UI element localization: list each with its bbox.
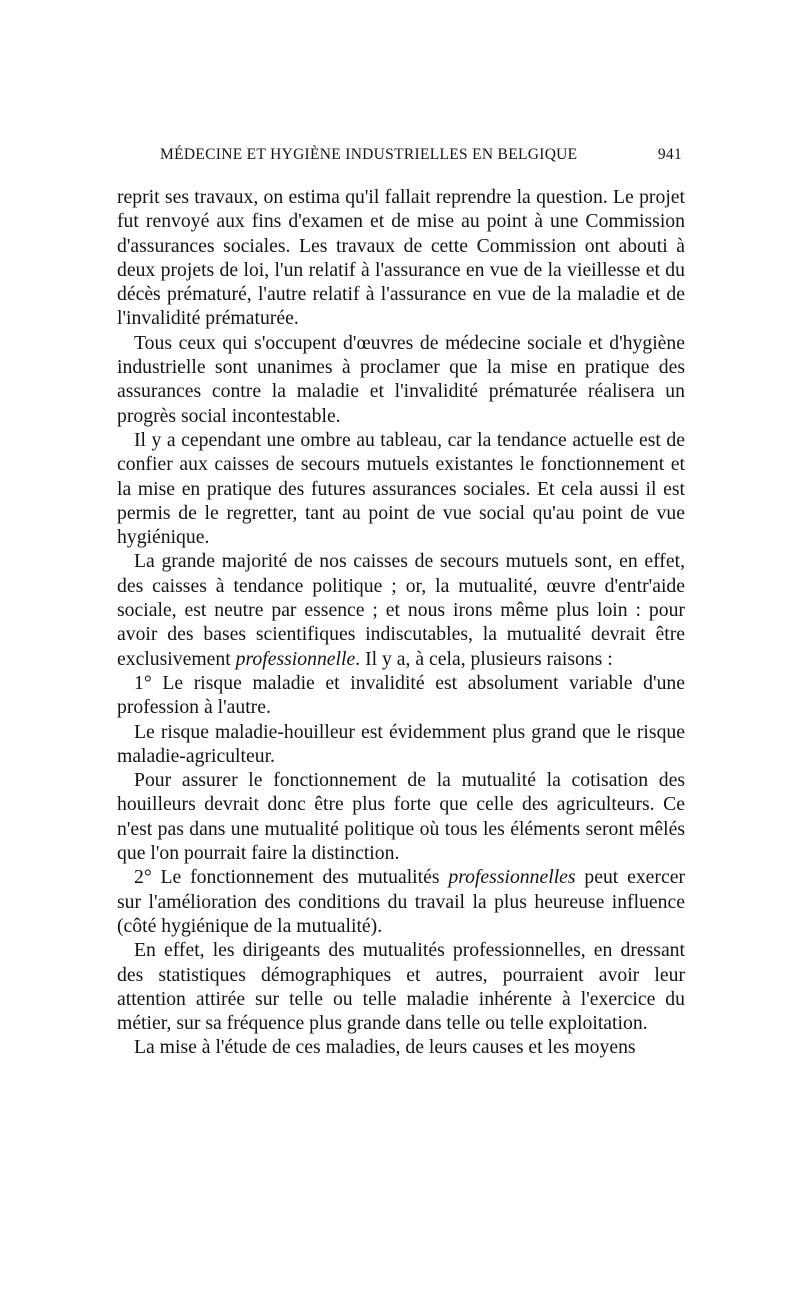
emphasis-professionnelles: professionnelles bbox=[448, 866, 576, 889]
paragraph-majority bbox=[117, 549, 685, 670]
paragraph-text: peut exercer sur l'amélioration des conditions du travail la plus heureuse influence (côté hygiénique de la mutualité). bbox=[117, 866, 685, 937]
paragraph-unanimity: Tous ceux qui s'occupent d'œuvres de médecine sociale et d'hygiène industrielle sont unanimes à proclamer que la mise en pratique des assurances contre la maladie et l'invalidité prématurée réalisera un progrès social incontestable. bbox=[117, 331, 685, 427]
paragraph-text: . Il y a, à cela, plusieurs raisons : bbox=[355, 647, 613, 670]
paragraph-reason-2 bbox=[117, 865, 685, 938]
paragraph-text: 2° Le fonctionnement des mutualités bbox=[134, 866, 449, 889]
running-header bbox=[116, 146, 686, 168]
body-text bbox=[117, 185, 685, 1060]
paragraph-contribution: Pour assurer le fonctionnement de la mutualité la cotisation des houilleurs devrait donc être plus forte que celle des agriculteurs. Ce n'est pas dans une mutualité politique où tous les éléments seront mêlés que l'on pourrait faire la distinction. bbox=[117, 769, 685, 865]
paragraph-reason-1: 1° Le risque maladie et invalidité est absolument variable d'une profession à l'autre. bbox=[117, 671, 685, 719]
paragraph-risk-comparison: Le risque maladie-houilleur est évidemment plus grand que le risque maladie-agriculteur. bbox=[117, 720, 685, 767]
paragraph-study: La mise à l'étude de ces maladies, de leurs causes et les moyens bbox=[134, 1036, 636, 1059]
paragraph-statistics: En effet, les dirigeants des mutualités professionnelles, en dressant des statistiques démographiques et autres, pourraient avoir leur attention attirée sur telle ou telle maladie inhérente à l'exercice du métier, sur sa fréquence plus grande dans telle ou telle exploitation. bbox=[117, 939, 685, 1035]
running-title: MÉDECINE ET HYGIÈNE INDUSTRIELLES EN BELGIQUE bbox=[160, 146, 578, 163]
paragraph-continuation: reprit ses travaux, on estima qu'il fallait reprendre la question. Le projet fut renvoyé aux fins d'examen et de mise au point à une Commission d'assurances sociales. Les travaux de cette Commission ont abouti à deux projets de loi, l'un relatif à l'assurance en vue de la vieillesse et du décès prématuré, l'autre relatif à l'assurance en vue de la maladie et de l'invalidité prématurée. bbox=[117, 186, 685, 330]
paragraph-text: La grande majorité de nos caisses de secours mutuels sont, en effet, des caisses à tendance politique ; or, la mutualité, œuvre d'entr'aide sociale, est neutre par essence ; et nous irons même plus loin : pour avoir des bases scientifiques indiscutables, la mutualité devrait être exclusivement bbox=[117, 550, 685, 670]
emphasis-professionnelle: professionnelle bbox=[235, 647, 356, 670]
page-number: 941 bbox=[657, 146, 682, 163]
paragraph-shadow: Il y a cependant une ombre au tableau, car la tendance actuelle est de confier aux caisses de secours mutuels existantes le fonctionnement et la mise en pratique des futures assurances sociales. Et cela aussi il est permis de le regretter, tant au point de vue social qu'au point de vue hygiénique. bbox=[117, 428, 685, 549]
